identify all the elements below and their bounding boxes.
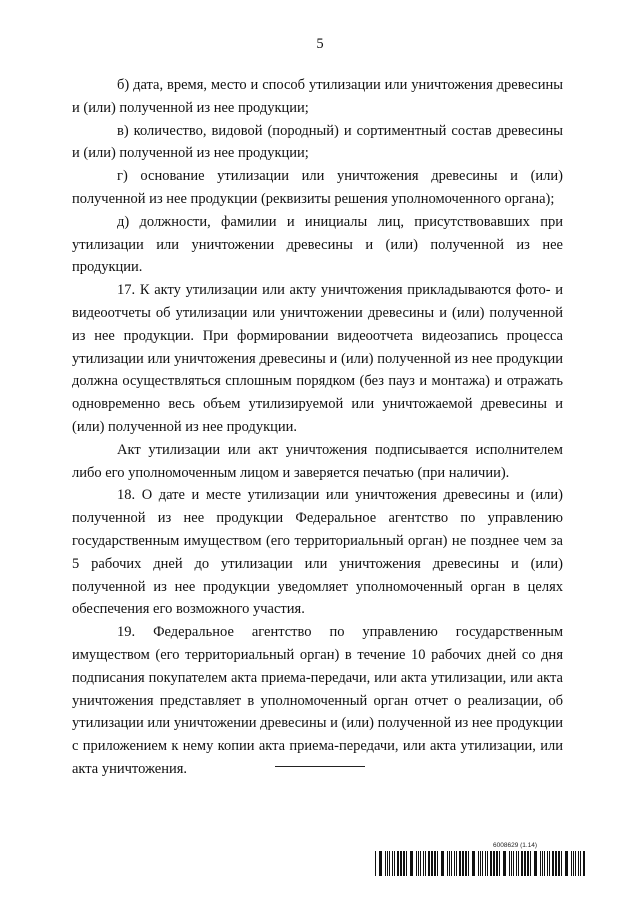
- paragraph-act-signature: Акт утилизации или акт уничтожения подписывается исполнителем либо его уполномоченным лицом и заверяется печатью (при наличии).: [72, 441, 563, 481]
- paragraph-clause-19: 19. Федеральное агентство по управлению государственным имуществом (его территориальный орган) в течение 10 рабочих дней со дня подписания покупателем акта приема-передачи, или акта утилизации, или акта уничтожения представляет в уполномоченный орган отчет о реализации, об утилизации или уничтожении древесины и (или) полученной из нее продукции с приложением к нему копии акта приема-передачи, или акта утилизации, или акта уничтожения.: [72, 624, 563, 777]
- document-code-label: 6008629 (1.14): [493, 842, 538, 849]
- paragraph-item-d: д) должности, фамилии и инициалы лиц, присутствовавших при утилизации или уничтожении древесины и (или) полученной из нее продукции.: [72, 213, 563, 276]
- paragraph-item-v: в) количество, видовой (породный) и сортиментный состав древесины и (или) полученной из нее продукции;: [72, 122, 563, 162]
- paragraph-clause-18: 18. О дате и месте утилизации или уничтожения древесины и (или) полученной из нее продукции Федеральное агентство по управлению государственным имуществом (его территориальный орган) не позднее чем за 5 рабочих дней до утилизации или уничтожения древесины и (или) полученной из нее продукции уведомляет уполномоченный орган в целях обеспечения его возможного участия.: [72, 487, 563, 618]
- paragraph-item-g: г) основание утилизации или уничтожения древесины и (или) полученной из нее продукции (реквизиты решения уполномоченного органа);: [72, 168, 563, 207]
- barcode-image: [375, 851, 585, 876]
- paragraph-item-b: б) дата, время, место и способ утилизации или уничтожения древесины и (или) полученной из нее продукции;: [72, 77, 563, 116]
- page-number: 5: [316, 36, 324, 52]
- end-separator-line: [275, 766, 365, 767]
- document-body: [72, 74, 563, 781]
- paragraph-clause-17: 17. К акту утилизации или акту уничтожения прикладываются фото- и видеоотчеты об утилизации или уничтожении древесины и (или) полученной из нее продукции. При формировании видеоотчета видеозапись процесса утилизации или уничтожения древесины и (или) полученной из нее продукции должна осуществляться сплошным порядком (без пауз и монтажа) и отражать одновременно весь объем утилизируемой или уничтожаемой древесины и (или) полученной из нее продукции.: [72, 282, 563, 435]
